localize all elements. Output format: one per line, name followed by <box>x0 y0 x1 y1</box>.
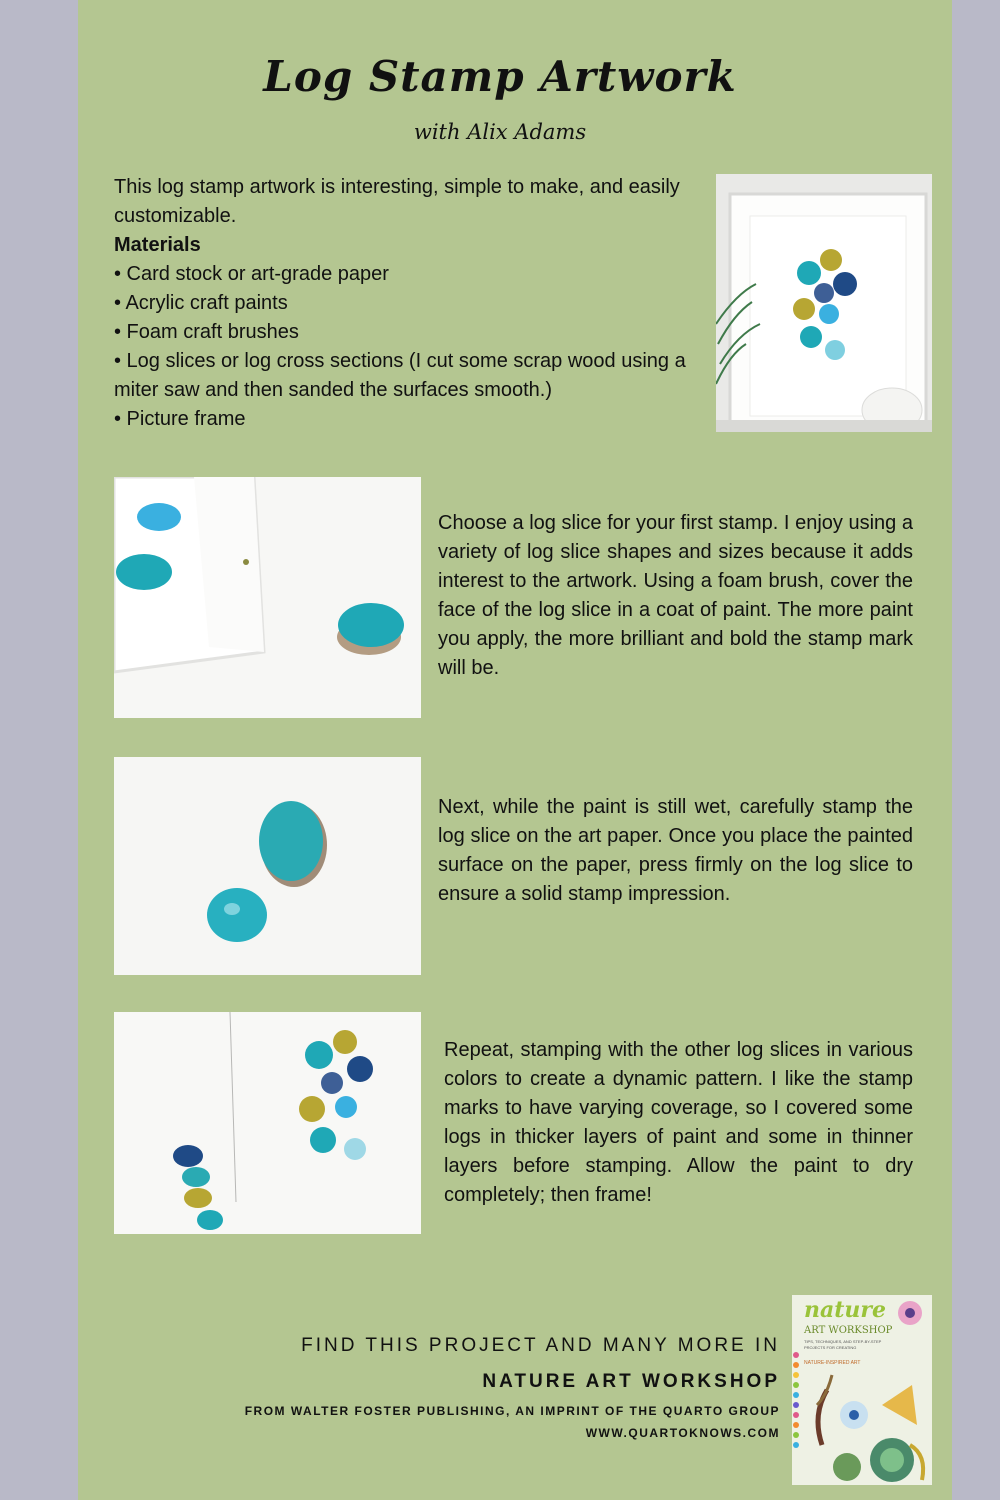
footer-book-title: NATURE ART WORKSHOP <box>482 1371 780 1392</box>
book-cover-art <box>792 1295 932 1485</box>
stamping-illustration <box>114 757 421 975</box>
pattern-illustration <box>114 1012 421 1234</box>
page-title: Log Stamp Artwork <box>263 52 737 101</box>
materials-item: • Card stock or art-grade paper <box>114 263 389 285</box>
materials-item: • Foam craft brushes <box>114 321 299 343</box>
footer-publisher: FROM WALTER FOSTER PUBLISHING, AN IMPRINT OF THE QUARTO GROUP <box>244 1404 780 1418</box>
step-3-text: Repeat, stamping with the other log slices in various colors to create a dynamic pattern. I like the stamp marks to have varying coverage, so I covered some logs in thicker layers of paint and some in thinner layers before stamping. Allow the paint to dry completely; then frame! <box>444 1039 913 1206</box>
materials-item: • Picture frame <box>114 408 246 430</box>
step-1-text: Choose a log slice for your first stamp. I enjoy using a variety of log slice shapes and sizes because it adds interest to the artwork. Using a foam brush, cover the face of the log slice in a coat of paint. The more paint you apply, the more brilliant and bold the stamp mark will be. <box>438 512 913 679</box>
materials-item: • Acrylic craft paints <box>114 292 288 314</box>
step-1-photo <box>114 477 421 718</box>
cover-subtitle: ART WORKSHOP <box>804 1325 893 1336</box>
book-cover <box>792 1295 932 1485</box>
intro-section <box>114 173 694 434</box>
cover-tagline-accent: NATURE-INSPIRED ART <box>804 1360 861 1366</box>
materials-heading: Materials <box>114 234 201 256</box>
paint-palette-illustration <box>114 477 421 718</box>
materials-item: • Log slices or log cross sections (I cut some scrap wood using a miter saw and then sanded the surfaces smooth.) <box>114 350 686 401</box>
page-subtitle: with Alix Adams <box>413 120 587 144</box>
intro-lead: This log stamp artwork is interesting, simple to make, and easily customizable. <box>114 176 680 227</box>
cover-title: nature <box>804 1297 886 1323</box>
framed-artwork-photo <box>716 174 932 432</box>
step-2-photo <box>114 757 421 975</box>
framed-artwork-illustration <box>716 174 932 432</box>
footer-find-text: FIND THIS PROJECT AND MANY MORE IN <box>301 1335 780 1356</box>
footer-website-link[interactable]: WWW.QUARTOKNOWS.COM <box>585 1426 780 1440</box>
step-2-text: Next, while the paint is still wet, carefully stamp the log slice on the art paper. Once you place the painted surface on the paper, press firmly on the log slice to ensure a solid stamp impression. <box>438 796 913 905</box>
cover-tagline: TIPS, TECHNIQUES, AND STEP-BY-STEP PROJECTS FOR CREATING <box>804 1339 882 1350</box>
step-3-photo <box>114 1012 421 1234</box>
